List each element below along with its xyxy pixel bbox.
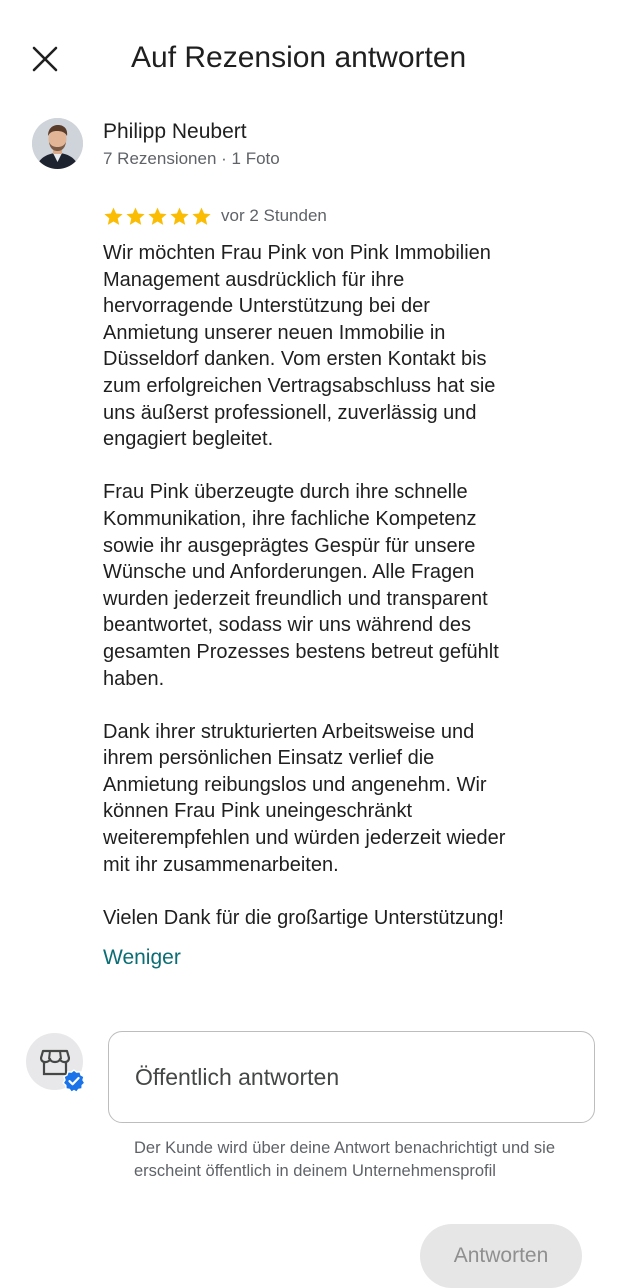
verified-badge-icon bbox=[62, 1069, 86, 1093]
review-paragraph: Wir möchten Frau Pink von Pink Immobilien Management ausdrücklich für ihre hervorragende Unterstützung bei der Anmietung unserer neuen Immobilie in Düsseldorf danken. Vom ersten Kontakt bis zum erfolgreichen Vertragsabschluss hat sie uns äußerst professionell, zuverlässig und engagiert begleitet. bbox=[103, 242, 496, 451]
reviewer-name[interactable]: Philipp Neubert bbox=[103, 120, 247, 143]
review-paragraph: Frau Pink überzeugte durch ihre schnelle Kommunikation, ihre fachliche Kompetenz sowie ihr ausgeprägtes Gespür für unsere Wünsche und Anforderungen. Alle Fragen wurden jederzeit freundlich und transparent beantwortet, sodass wir uns während des gesamten Prozesses bestens betreut gefühlt haben. bbox=[103, 481, 499, 690]
submit-reply-button[interactable]: Antworten bbox=[420, 1224, 582, 1288]
close-button[interactable] bbox=[24, 38, 66, 80]
star-rating bbox=[103, 206, 212, 227]
star-icon bbox=[103, 206, 124, 227]
star-icon bbox=[125, 206, 146, 227]
header bbox=[0, 0, 620, 116]
reply-input[interactable] bbox=[108, 1031, 595, 1123]
avatar[interactable] bbox=[32, 118, 83, 169]
page-title: Auf Rezension antworten bbox=[131, 41, 467, 74]
reviewer-meta: 7 Rezensionen · 1 Foto bbox=[103, 149, 280, 168]
star-icon bbox=[169, 206, 190, 227]
review-paragraph: Dank ihrer strukturierten Arbeitsweise und ihrem persönlichen Einsatz verlief die Anmietung reibungslos und angenehm. Wir können Frau Pink uneingeschränkt weiterempfehlen und würden jederzeit wieder mit ihr zusammenarbeiten. bbox=[103, 720, 506, 876]
review-time: vor 2 Stunden bbox=[221, 206, 327, 225]
rating-row bbox=[103, 203, 327, 229]
close-icon bbox=[32, 46, 58, 72]
show-less-link[interactable]: Weniger bbox=[103, 946, 181, 969]
star-icon bbox=[191, 206, 212, 227]
helper-text: Der Kunde wird über deine Antwort benachrichtigt und sie erscheint öffentlich in deinem Unternehmensprofil bbox=[134, 1139, 555, 1180]
star-icon bbox=[147, 206, 168, 227]
avatar-image bbox=[32, 118, 83, 169]
reviewer-info bbox=[32, 118, 592, 174]
review-text bbox=[103, 240, 593, 931]
review-paragraph: Vielen Dank für die großartige Unterstützung! bbox=[103, 906, 504, 929]
